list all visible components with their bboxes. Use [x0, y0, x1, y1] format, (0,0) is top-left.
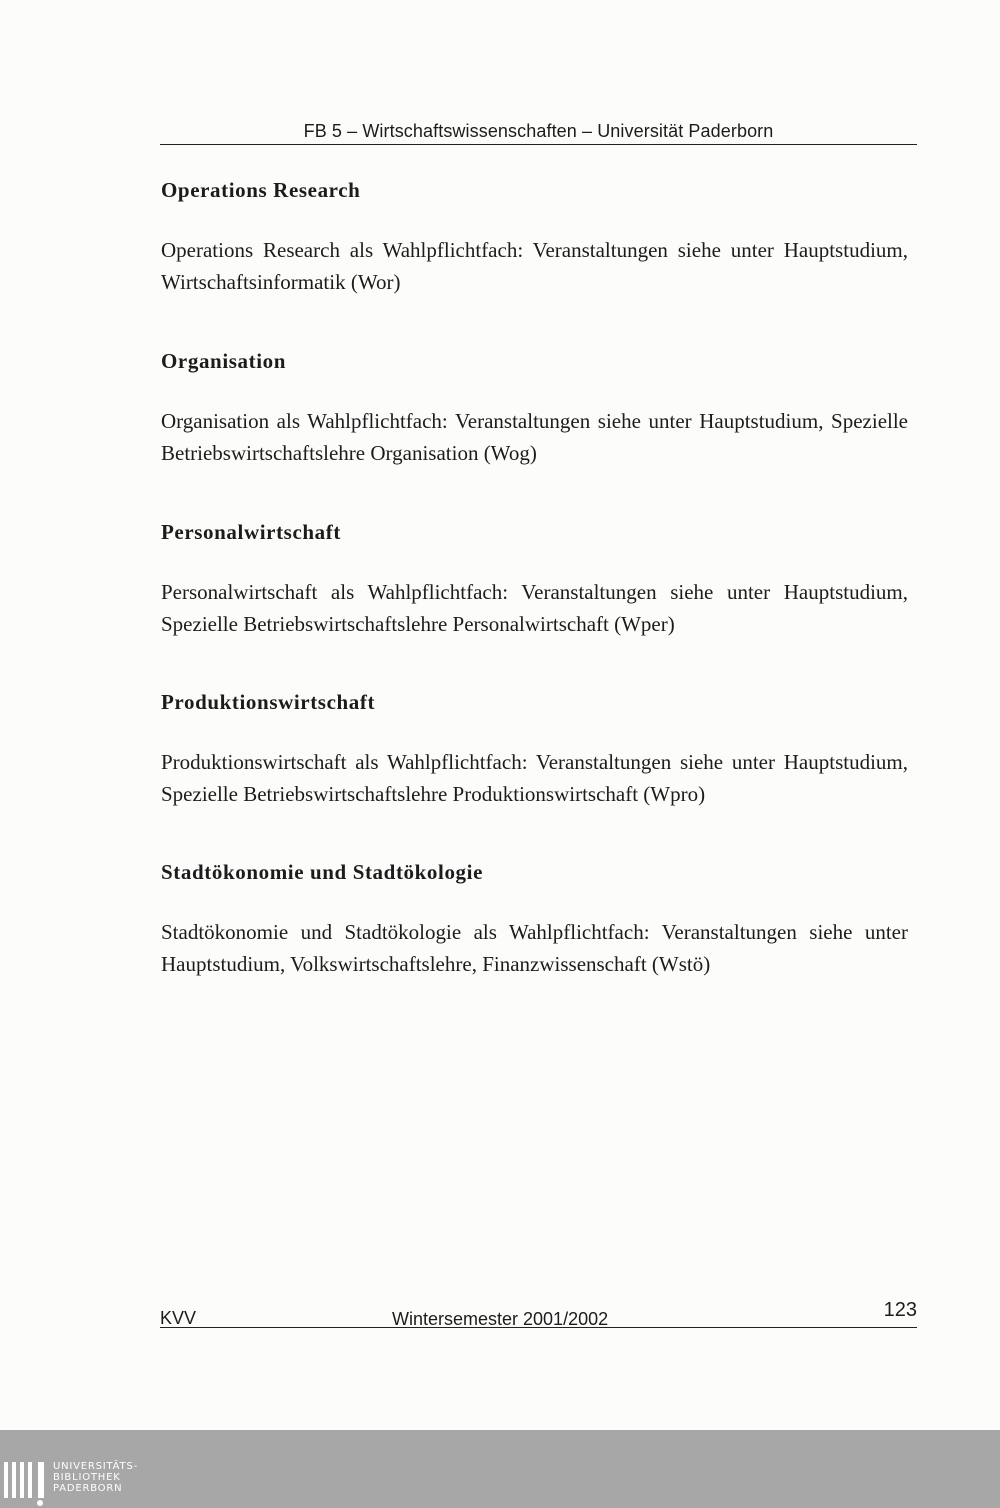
footer-kvv-label: KVV [160, 1308, 197, 1328]
page-number: 123 [883, 1299, 917, 1321]
page-footer [160, 1299, 917, 1329]
section-text: Organisation als Wahlpflichtfach: Veranstaltungen siehe unter Hauptstudium, Spezielle Betriebswirtschaftslehre Organisation (Wog) [161, 409, 908, 465]
logo-dot-icon [37, 1500, 43, 1506]
section-text: Stadtökonomie und Stadtökologie als Wahlpflichtfach: Veranstaltungen siehe unter Hauptstudium, Volkswirtschaftslehre, Finanzwissenschaft (Wstö) [161, 920, 908, 976]
section-text: Personalwirtschaft als Wahlpflichtfach: Veranstaltungen siehe unter Hauptstudium, Spezielle Betriebswirtschaftslehre Personalwirtschaft (Wper) [161, 580, 908, 636]
section-stadtoekonomie [161, 860, 908, 980]
footer-semester: Wintersemester 2001/2002 [392, 1309, 609, 1329]
section-organisation [161, 349, 908, 469]
section-heading: Produktionswirtschaft [161, 690, 376, 714]
library-footer-bar [0, 1430, 1000, 1508]
section-heading: Organisation [161, 349, 287, 373]
running-header: FB 5 – Wirtschaftswissenschaften – Universität Paderborn [160, 118, 917, 145]
library-logo-text: UNIVERSITÄTS- BIBLIOTHEK PADERBORN [53, 1461, 139, 1494]
section-heading: Personalwirtschaft [161, 520, 341, 544]
section-heading: Stadtökonomie und Stadtökologie [161, 860, 484, 884]
library-bars-logo-icon [4, 1462, 46, 1498]
section-personalwirtschaft [161, 520, 908, 640]
section-operations-research [161, 178, 908, 298]
section-heading: Operations Research [161, 178, 361, 202]
section-text: Operations Research als Wahlpflichtfach: Veranstaltungen siehe unter Hauptstudium, Wirtschaftsinformatik (Wor) [161, 238, 908, 294]
section-produktionswirtschaft [161, 690, 908, 810]
section-text: Produktionswirtschaft als Wahlpflichtfach: Veranstaltungen siehe unter Hauptstudium, Spezielle Betriebswirtschaftslehre Produktionswirtschaft (Wpro) [161, 750, 908, 806]
